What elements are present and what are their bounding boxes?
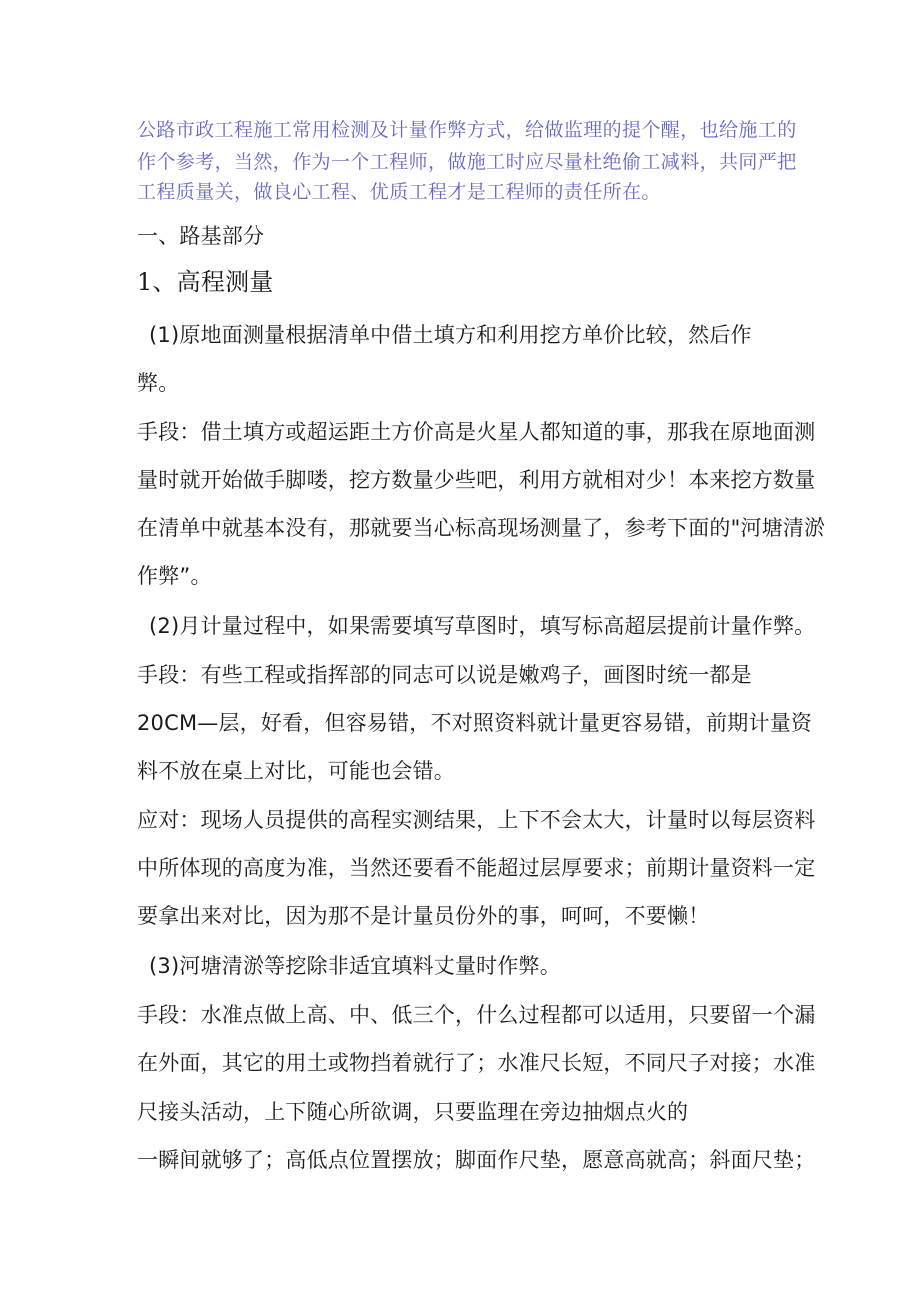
body-line-16: 在外面，其它的用土或物挡着就行了；水准尺长短，不同尺子对接；水准 — [137, 1051, 816, 1075]
body-line-6: 作弊”。 — [137, 564, 212, 588]
body-line-7: (2)月计量过程中，如果需要填写草图时，填写标高超层提前计量作弊。 — [149, 614, 816, 638]
body-line-15: 手段：水准点做上高、中、低三个，什么过程都可以适用，只要留一个漏 — [137, 1003, 816, 1027]
body-line-9: 20CM—层，好看，但容易错，不对照资料就计量更容易错，前期计量资 — [137, 711, 813, 735]
body-line-5: 在清单中就基本没有，那就要当心标高现场测量了，参考下面的"河塘清淤 — [137, 516, 826, 540]
body-line-1: (1)原地面测量根据清单中借土填方和利用挖方单价比较，然后作 — [149, 323, 752, 347]
intro-line-2: 作个参考，当然，作为一个工程师，做施工时应尽量杜绝偷工减料，共同严把 — [137, 151, 797, 173]
body-line-18: 一瞬间就够了；高低点位置摆放；脚面作尺垫，愿意高就高；斜面尺垫； — [137, 1148, 816, 1172]
body-line-8: 手段：有些工程或指挥部的同志可以说是嫩鸡子，画图时统一都是 — [137, 663, 752, 687]
subsection-title: 1、高程测量 — [137, 268, 274, 296]
body-line-3: 手段：借土填方或超运距土方价高是火星人都知道的事，那我在原地面测 — [137, 420, 816, 444]
body-line-14: (3)河塘清淤等挖除非适宜填料丈量时作弊。 — [149, 954, 561, 978]
body-line-13: 要拿出来对比，因为那不是计量员份外的事，呵呵，不要懒！ — [137, 904, 710, 928]
section-title: 一、路基部分 — [137, 224, 265, 248]
body-line-4: 量时就开始做手脚喽，挖方数量少些吧，利用方就相对少！本来挖方数量 — [137, 468, 816, 492]
body-line-12: 中所体现的高度为准，当然还要看不能超过层厚要求；前期计量资料一定 — [137, 856, 816, 880]
body-line-17: 尺接头活动，上下随心所欲调，只要监理在旁边抽烟点火的 — [137, 1100, 689, 1124]
intro-line-1: 公路市政工程施工常用检测及计量作弊方式，给做监理的提个醒，也给施工的 — [137, 119, 797, 141]
body-line-11: 应对：现场人员提供的高程实测结果，上下不会太大，计量时以每层资料 — [137, 808, 816, 832]
intro-line-3: 工程质量关，做良心工程、优质工程才是工程师的责任所在。 — [137, 181, 661, 203]
body-line-2: 弊。 — [137, 371, 180, 395]
body-line-10: 料不放在桌上对比，可能也会错。 — [137, 759, 455, 783]
